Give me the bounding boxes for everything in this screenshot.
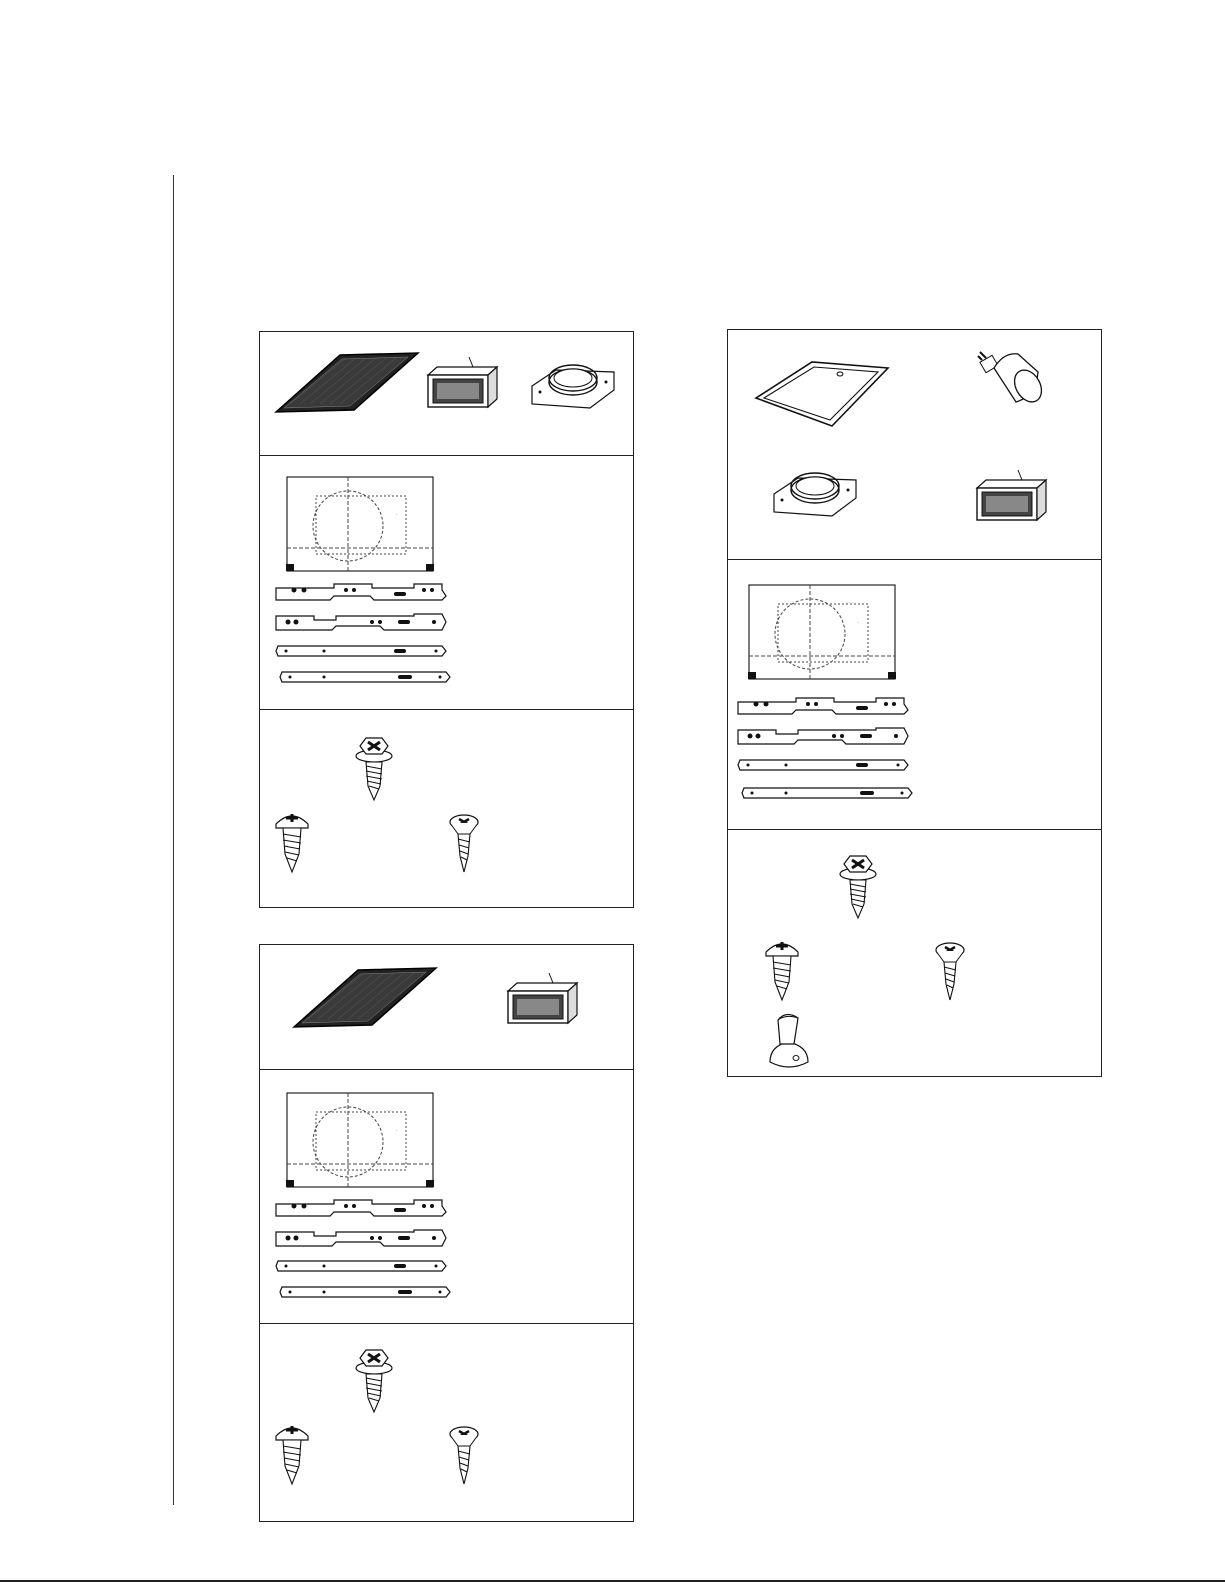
duct-collar-illustration [528,360,618,415]
flat-head-screw-illustration [934,942,966,1004]
truss-head-screw-illustration [274,1422,310,1488]
parts-kit-a [259,331,634,908]
parts-kit-c [727,329,1102,1077]
kit-a-section-template [260,456,633,710]
hex-washer-screw-illustration [354,734,394,804]
damper-box-illustration [425,357,500,412]
parts-kit-b [259,944,634,1522]
truss-head-screw-illustration [764,938,800,1004]
bracket-2-illustration [274,1228,449,1250]
damper-box-illustration [974,470,1049,525]
page-bottom-rule [0,1580,1225,1582]
cover-plate-illustration [754,360,890,430]
kit-c-section-screws [728,830,1101,1078]
kit-a-section-filter [260,332,633,456]
halogen-lamp-illustration [976,348,1046,408]
bracket-3-illustration [736,756,911,774]
svg-text:· · ·: · · · [846,600,854,606]
mounting-template-illustration [286,1092,436,1190]
flat-head-screw-illustration [448,814,480,876]
svg-text:·: · [396,1128,398,1134]
mesh-filter-illustration [270,350,420,420]
bracket-4-illustration [278,1283,453,1301]
kit-c-section-accessories [728,330,1101,560]
kit-b-section-template [260,1070,633,1324]
bracket-1-illustration [736,696,911,718]
svg-text:· · ·: · · · [384,1108,392,1114]
bracket-1-illustration [274,1198,449,1220]
svg-text:·: · [396,512,398,518]
hex-washer-screw-illustration [354,1346,394,1416]
kit-b-section-screws [260,1324,633,1523]
duct-collar-illustration [770,468,860,523]
hex-washer-screw-illustration [838,852,878,922]
bracket-2-illustration [736,726,911,748]
bracket-3-illustration [274,642,449,660]
damper-box-illustration [505,973,580,1028]
page-vertical-rule [173,175,174,1505]
bracket-4-illustration [278,668,453,686]
truss-head-screw-illustration [274,810,310,876]
mesh-filter-illustration [288,965,438,1035]
svg-text:·: · [858,620,860,626]
bracket-3-illustration [274,1257,449,1275]
wing-knob-illustration [764,1010,814,1072]
mounting-template-illustration [748,584,898,682]
kit-c-section-template [728,560,1101,830]
bracket-2-illustration [274,612,449,634]
flat-head-screw-illustration [448,1426,480,1488]
bracket-4-illustration [740,784,915,802]
kit-b-section-filter [260,945,633,1070]
svg-text:· · ·: · · · [384,492,392,498]
bracket-1-illustration [274,582,449,604]
mounting-template-illustration [286,476,436,574]
kit-a-section-screws [260,710,633,909]
